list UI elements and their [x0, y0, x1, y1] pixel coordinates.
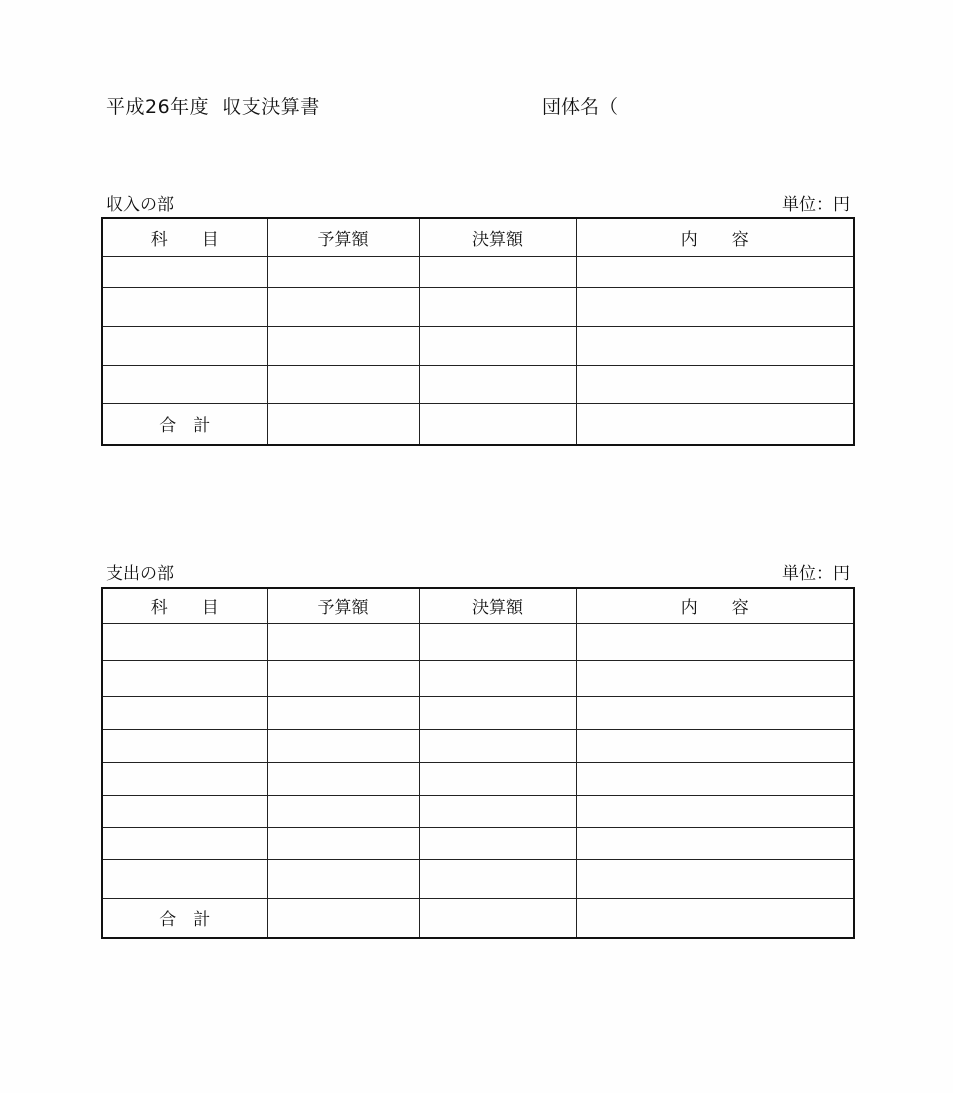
actual-cell[interactable] — [419, 729, 576, 762]
table-row — [102, 326, 854, 365]
budget-cell[interactable] — [267, 729, 419, 762]
item-cell[interactable] — [102, 696, 267, 729]
column-header-actual: 決算額 — [419, 218, 576, 256]
total-details-cell[interactable] — [576, 403, 854, 445]
income-unit-label: 単位：円 — [782, 195, 850, 215]
actual-cell[interactable] — [419, 827, 576, 859]
expense-header-row — [102, 588, 854, 623]
table-row — [102, 827, 854, 859]
item-cell[interactable] — [102, 729, 267, 762]
expense-table — [101, 587, 855, 939]
details-cell[interactable] — [576, 795, 854, 827]
details-cell[interactable] — [576, 729, 854, 762]
total-details-cell[interactable] — [576, 898, 854, 938]
details-cell[interactable] — [576, 326, 854, 365]
details-cell[interactable] — [576, 859, 854, 898]
budget-cell[interactable] — [267, 365, 419, 403]
details-cell[interactable] — [576, 762, 854, 795]
item-cell[interactable] — [102, 660, 267, 696]
actual-cell[interactable] — [419, 859, 576, 898]
table-row — [102, 365, 854, 403]
details-cell[interactable] — [576, 256, 854, 287]
total-label: 合 計 — [102, 403, 267, 445]
actual-cell[interactable] — [419, 256, 576, 287]
item-cell[interactable] — [102, 326, 267, 365]
item-cell[interactable] — [102, 365, 267, 403]
table-row — [102, 660, 854, 696]
details-cell[interactable] — [576, 365, 854, 403]
column-header-details: 内 容 — [576, 218, 854, 256]
total-actual-cell[interactable] — [419, 898, 576, 938]
budget-cell[interactable] — [267, 696, 419, 729]
table-row — [102, 795, 854, 827]
total-budget-cell[interactable] — [267, 403, 419, 445]
actual-cell[interactable] — [419, 623, 576, 660]
column-header-item: 科 目 — [102, 588, 267, 623]
page-title: 平成26年度 収支決算書 — [106, 96, 320, 118]
actual-cell[interactable] — [419, 326, 576, 365]
table-row — [102, 696, 854, 729]
income-table — [101, 217, 855, 446]
actual-cell[interactable] — [419, 696, 576, 729]
table-row — [102, 287, 854, 326]
item-cell[interactable] — [102, 827, 267, 859]
organization-name-label: 団体名（ — [542, 96, 619, 118]
actual-cell[interactable] — [419, 287, 576, 326]
budget-cell[interactable] — [267, 326, 419, 365]
table-row — [102, 623, 854, 660]
budget-cell[interactable] — [267, 859, 419, 898]
column-header-details: 内 容 — [576, 588, 854, 623]
budget-cell[interactable] — [267, 795, 419, 827]
item-cell[interactable] — [102, 859, 267, 898]
budget-cell[interactable] — [267, 660, 419, 696]
details-cell[interactable] — [576, 660, 854, 696]
actual-cell[interactable] — [419, 660, 576, 696]
details-cell[interactable] — [576, 827, 854, 859]
expense-total-row — [102, 898, 854, 938]
table-row — [102, 256, 854, 287]
budget-cell[interactable] — [267, 623, 419, 660]
budget-cell[interactable] — [267, 287, 419, 326]
budget-cell[interactable] — [267, 762, 419, 795]
actual-cell[interactable] — [419, 365, 576, 403]
income-header-row — [102, 218, 854, 256]
expense-unit-label: 単位：円 — [782, 564, 850, 584]
item-cell[interactable] — [102, 795, 267, 827]
total-actual-cell[interactable] — [419, 403, 576, 445]
column-header-budget: 予算額 — [267, 218, 419, 256]
item-cell[interactable] — [102, 762, 267, 795]
actual-cell[interactable] — [419, 762, 576, 795]
table-row — [102, 729, 854, 762]
budget-cell[interactable] — [267, 256, 419, 287]
column-header-budget: 予算額 — [267, 588, 419, 623]
details-cell[interactable] — [576, 696, 854, 729]
table-row — [102, 859, 854, 898]
item-cell[interactable] — [102, 287, 267, 326]
item-cell[interactable] — [102, 623, 267, 660]
item-cell[interactable] — [102, 256, 267, 287]
expense-section-title: 支出の部 — [106, 564, 174, 584]
details-cell[interactable] — [576, 287, 854, 326]
total-label: 合 計 — [102, 898, 267, 938]
column-header-item: 科 目 — [102, 218, 267, 256]
actual-cell[interactable] — [419, 795, 576, 827]
total-budget-cell[interactable] — [267, 898, 419, 938]
income-total-row — [102, 403, 854, 445]
table-row — [102, 762, 854, 795]
income-section-title: 収入の部 — [106, 195, 174, 215]
budget-cell[interactable] — [267, 827, 419, 859]
column-header-actual: 決算額 — [419, 588, 576, 623]
details-cell[interactable] — [576, 623, 854, 660]
